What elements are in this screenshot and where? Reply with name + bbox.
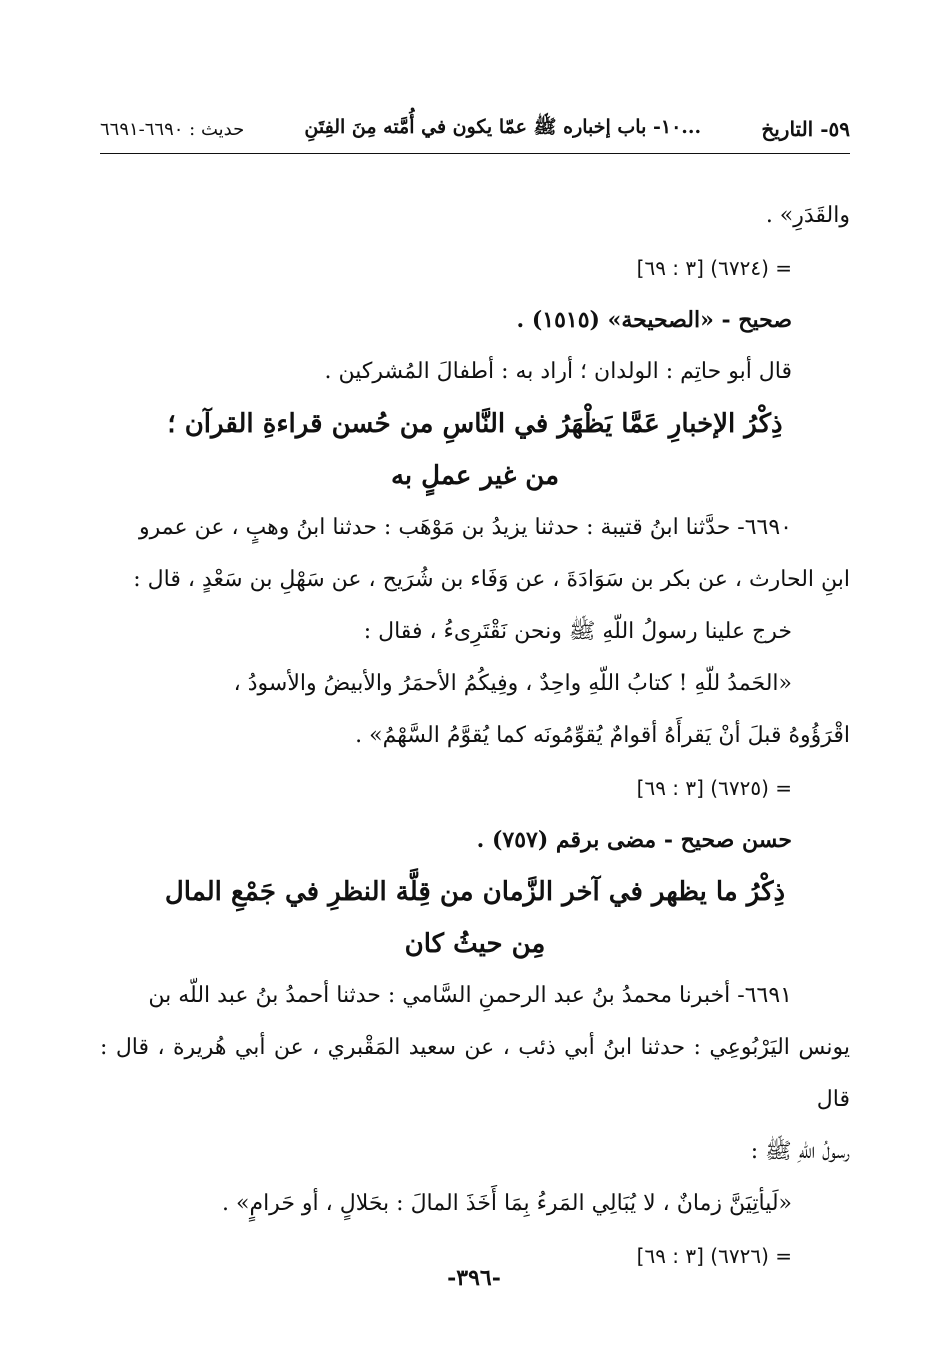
hadith-6690-matn: اقْرَؤُوهُ قبلَ أنْ يَقرأَهُ أقوامٌ يُقوِّمُونَه كما يُقوَّمُ السَّهْمُ» . — [355, 723, 850, 748]
reference-line: = (٦٧٢٤) [٣ : ٦٩] — [636, 256, 792, 280]
section-title: ١٠- باب إخباره ﷺ عمّا يكون في أُمَّته مِنَ الفِتَنِ... — [304, 116, 702, 138]
reference-line: = (٦٧٢٦) [٣ : ٦٩] — [636, 1244, 792, 1268]
chapter-heading-cont: من غير عملٍ به — [390, 461, 560, 491]
hadith-6690-matn: «الحَمدُ للّهِ ! كتابُ اللّهِ واحِدٌ ، وفِيكُمُ الأحمَرُ والأبيضُ والأسودُ ، — [233, 671, 792, 696]
text-line: والقَدَرِ» . — [765, 203, 850, 228]
chapter-title: ٥٩- التاريخ — [761, 117, 850, 141]
reference-line: = (٦٧٢٥) [٣ : ٦٩] — [636, 776, 792, 800]
page-number: -٣٩٦- — [447, 1265, 501, 1291]
commentary-line: قال أبو حاتِم : الولدان ؛ أراد به : أطفالَ المُشركين . — [324, 359, 792, 384]
hadith-range: حديث : ٦٦٩٠-٦٦٩١ — [100, 118, 245, 140]
hadith-6690-line: خرج علينا رسولُ اللّهِ ﷺ ونحن نَقْتَرِىءُ ، فقال : — [363, 619, 792, 644]
hadith-6691-matn: «لَيأتِيَنَّ زمانٌ ، لا يُبَالِي المَرءُ بِمَا أَخَذَ المالَ : بحَلالٍ ، أو حَرامٍ» . — [222, 1191, 792, 1216]
grading-line: صحيح - «الصحيحة» (١٥١٥) . — [516, 307, 792, 333]
hadith-6690-line: ابنِ الحارث ، عن بكر بن سَوَادَةَ ، عن وَفَاء بن شُرَيح ، عن سَهْلِ بن سَعْدٍ ، قال : — [133, 567, 850, 592]
chapter-heading: ذِكْرُ ما يظهر في آخر الزَّمان من قِلَّة النظرِ في جَمْعِ المال — [164, 877, 786, 907]
grading-line: حسن صحيح - مضى برقم (٧٥٧) . — [476, 827, 792, 853]
hadith-6691-line: رسولُ اللّهِ ﷺ : — [750, 1139, 850, 1164]
hadith-6691-line: يونس اليَرْبُوعِي : حدثنا ابنُ أبي ذئب ، عن سعيد المَقْبري ، عن أبي هُريرة ، قال : قال — [100, 1035, 850, 1112]
running-header — [100, 112, 850, 146]
hadith-6690-line: ٦٦٩٠- حدَّثنا ابنُ قتيبة : حدثنا يزيدُ بن مَوْهَب : حدثنا ابنُ وهبٍ ، عن عمرو — [138, 515, 792, 540]
chapter-heading: ذِكْرُ الإخبارِ عَمَّا يَظْهَرُ في النَّاسِ من حُسن قراءةِ القرآن ؛ — [167, 409, 783, 439]
page-body — [100, 190, 850, 1282]
hadith-6691-line: ٦٦٩١- أخبرنا محمدُ بنُ عبد الرحمنِ السَّامي : حدثنا أحمدُ بنُ عبد اللّه بن — [148, 983, 792, 1008]
chapter-heading-cont: مِن حيثُ كان — [404, 929, 546, 959]
header-divider — [100, 153, 850, 154]
